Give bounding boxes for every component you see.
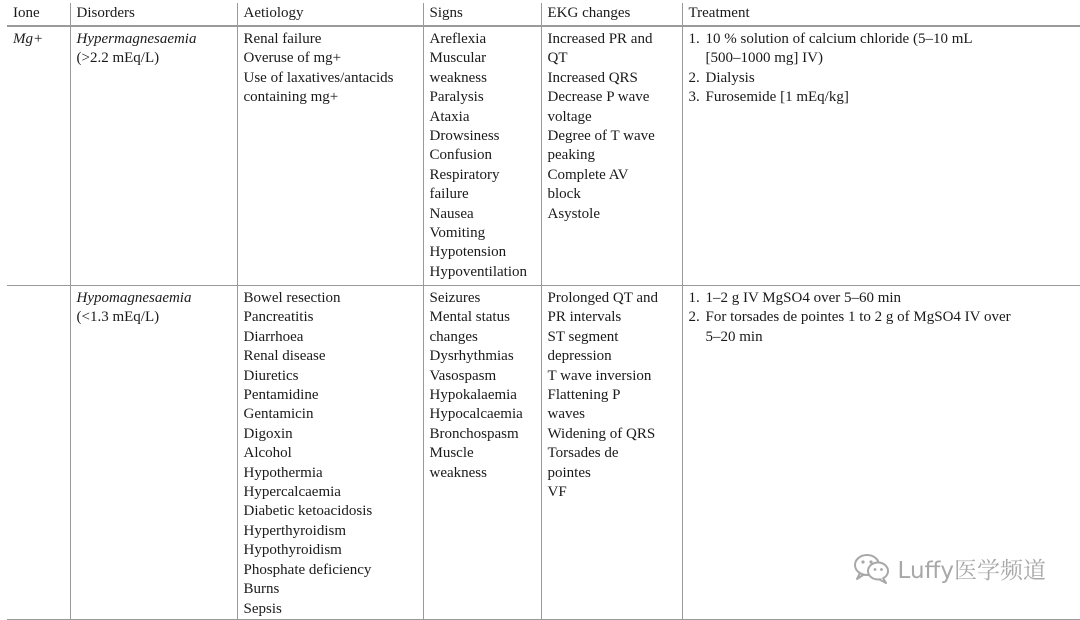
cell-line: Hypercalcaemia bbox=[243, 484, 341, 501]
aetiology-cell bbox=[237, 26, 423, 286]
cell-line: Bowel resection bbox=[243, 290, 341, 306]
cell-line: depression bbox=[547, 348, 612, 365]
cell-line: Drowsiness bbox=[429, 128, 500, 145]
cell-line: Nausea bbox=[429, 205, 474, 222]
cell-line: Overuse of mg+ bbox=[243, 50, 342, 67]
cell-line: T wave inversion bbox=[547, 367, 652, 384]
treatment-line: [500–1000 mg] IV) bbox=[705, 50, 823, 67]
cell-line: Renal failure bbox=[243, 31, 322, 47]
cell-line: Paralysis bbox=[429, 89, 484, 106]
cell-line: Diarrhoea bbox=[243, 328, 304, 345]
cell-line: Hypotension bbox=[429, 244, 507, 261]
cell-line: Diuretics bbox=[243, 367, 299, 384]
treatment-line: 5–20 min bbox=[705, 328, 763, 345]
cell-line: Renal disease bbox=[243, 348, 326, 365]
header-aetiology: Aetiology bbox=[237, 3, 423, 26]
cell-line: pointes bbox=[547, 464, 591, 481]
disorder-range: (>2.2 mEq/L) bbox=[76, 50, 160, 67]
treatment-text bbox=[706, 69, 1075, 88]
header-signs: Signs bbox=[423, 3, 541, 26]
cell-line: Flattening P bbox=[547, 387, 621, 404]
treatment-number: 2. bbox=[688, 69, 700, 86]
cell-line: failure bbox=[429, 186, 469, 203]
treatment-list bbox=[689, 289, 1075, 347]
cell-line: VF bbox=[547, 484, 567, 501]
cell-line: Complete AV bbox=[547, 166, 629, 183]
cell-line: Prolonged QT and bbox=[547, 290, 659, 306]
ekg-cell bbox=[541, 26, 682, 286]
treatment-item bbox=[689, 308, 1075, 347]
treatment-number: 1. bbox=[688, 290, 700, 306]
disorder-name: Hypomagnesaemia bbox=[76, 290, 192, 306]
cell-line: Mental status bbox=[429, 309, 510, 326]
signs-cell bbox=[423, 26, 541, 286]
cell-line: Respiratory bbox=[429, 166, 500, 183]
treatment-text bbox=[706, 289, 1075, 308]
header-ion: Ione bbox=[7, 3, 70, 26]
treatment-item bbox=[689, 30, 1075, 69]
cell-line: Digoxin bbox=[243, 425, 293, 442]
cell-line: Vasospasm bbox=[429, 367, 497, 384]
ion-label: Mg+ bbox=[13, 31, 44, 47]
treatment-line: Dialysis bbox=[705, 69, 755, 86]
treatment-number: 2. bbox=[688, 309, 700, 326]
cell-line: Torsades de bbox=[547, 445, 619, 462]
cell-line: Hypothermia bbox=[243, 464, 323, 481]
watermark bbox=[852, 550, 1046, 586]
cell-line: Sepsis bbox=[243, 600, 282, 617]
cell-line: Hypokalaemia bbox=[429, 387, 517, 404]
cell-line: waves bbox=[547, 406, 585, 423]
wechat-icon bbox=[852, 552, 892, 584]
cell-line: Gentamicin bbox=[243, 406, 314, 423]
cell-line: block bbox=[547, 186, 581, 203]
aetiology-cell bbox=[237, 286, 423, 620]
cell-line: Muscular bbox=[429, 50, 487, 67]
cell-line: Confusion bbox=[429, 147, 493, 164]
cell-line: Seizures bbox=[429, 290, 481, 306]
watermark-text: Luffy医学频道 bbox=[897, 557, 1046, 584]
cell-line: Areflexia bbox=[429, 31, 487, 47]
cell-line: Dysrhythmias bbox=[429, 348, 514, 365]
cell-line: Alcohol bbox=[243, 445, 292, 462]
cell-line: Bronchospasm bbox=[429, 425, 519, 442]
cell-line: Increased QRS bbox=[547, 69, 638, 86]
cell-line: Pancreatitis bbox=[243, 309, 314, 326]
cell-line: Asystole bbox=[547, 205, 600, 222]
treatment-text bbox=[706, 88, 1075, 107]
cell-line: weakness bbox=[429, 464, 487, 481]
treatment-item bbox=[689, 69, 1075, 88]
cell-line: Hypoventilation bbox=[429, 263, 527, 280]
treatment-number: 1. bbox=[688, 31, 700, 47]
cell-line: Phosphate deficiency bbox=[243, 561, 372, 578]
treatment-item bbox=[689, 289, 1075, 308]
treatment-line: 1–2 g IV MgSO4 over 5–60 min bbox=[705, 290, 902, 306]
treatment-text bbox=[706, 30, 1075, 69]
cell-line: changes bbox=[429, 328, 478, 345]
ion-cell bbox=[7, 26, 70, 286]
treatment-cell bbox=[682, 26, 1080, 286]
disorder-name: Hypermagnesaemia bbox=[76, 31, 197, 47]
header-treatment: Treatment bbox=[682, 3, 1080, 26]
cell-line: Muscle bbox=[429, 445, 474, 462]
treatment-list bbox=[689, 30, 1075, 108]
cell-line: Vomiting bbox=[429, 225, 486, 242]
cell-line: Burns bbox=[243, 581, 280, 598]
cell-line: Hypocalcaemia bbox=[429, 406, 523, 423]
header-ekg-changes: EKG changes bbox=[541, 3, 682, 26]
ekg-cell bbox=[541, 286, 682, 620]
disorder-cell bbox=[70, 26, 237, 286]
cell-line: Pentamidine bbox=[243, 387, 319, 404]
treatment-line: For torsades de pointes 1 to 2 g of MgSO4 IV over bbox=[705, 309, 1011, 326]
electrolyte-table bbox=[7, 3, 1080, 620]
treatment-item bbox=[689, 88, 1075, 107]
cell-line: Use of laxatives/antacids bbox=[243, 69, 394, 86]
disorder-cell bbox=[70, 286, 237, 620]
cell-line: QT bbox=[547, 50, 568, 67]
treatment-number: 3. bbox=[688, 89, 700, 106]
treatment-line: Furosemide [1 mEq/kg] bbox=[705, 89, 849, 106]
cell-line: Ataxia bbox=[429, 108, 470, 125]
cell-line: Degree of T wave bbox=[547, 128, 655, 145]
cell-line: containing mg+ bbox=[243, 89, 339, 106]
header-disorders: Disorders bbox=[70, 3, 237, 26]
cell-line: weakness bbox=[429, 69, 487, 86]
header-row bbox=[7, 3, 1080, 26]
cell-line: peaking bbox=[547, 147, 595, 164]
cell-line: PR intervals bbox=[547, 309, 622, 326]
cell-line: voltage bbox=[547, 108, 592, 125]
cell-line: Increased PR and bbox=[547, 31, 653, 47]
signs-cell bbox=[423, 286, 541, 620]
cell-line: ST segment bbox=[547, 328, 619, 345]
ion-cell bbox=[7, 286, 70, 620]
treatment-line: 10 % solution of calcium chloride (5–10 mL bbox=[705, 31, 973, 47]
cell-line: Hyperthyroidism bbox=[243, 522, 346, 539]
treatment-text bbox=[706, 308, 1075, 347]
disorder-range: (<1.3 mEq/L) bbox=[76, 309, 160, 326]
cell-line: Widening of QRS bbox=[547, 425, 656, 442]
cell-line: Hypothyroidism bbox=[243, 542, 342, 559]
cell-line: Diabetic ketoacidosis bbox=[243, 503, 373, 520]
cell-line: Decrease P wave bbox=[547, 89, 650, 106]
row-hypermagnesaemia bbox=[7, 26, 1080, 286]
